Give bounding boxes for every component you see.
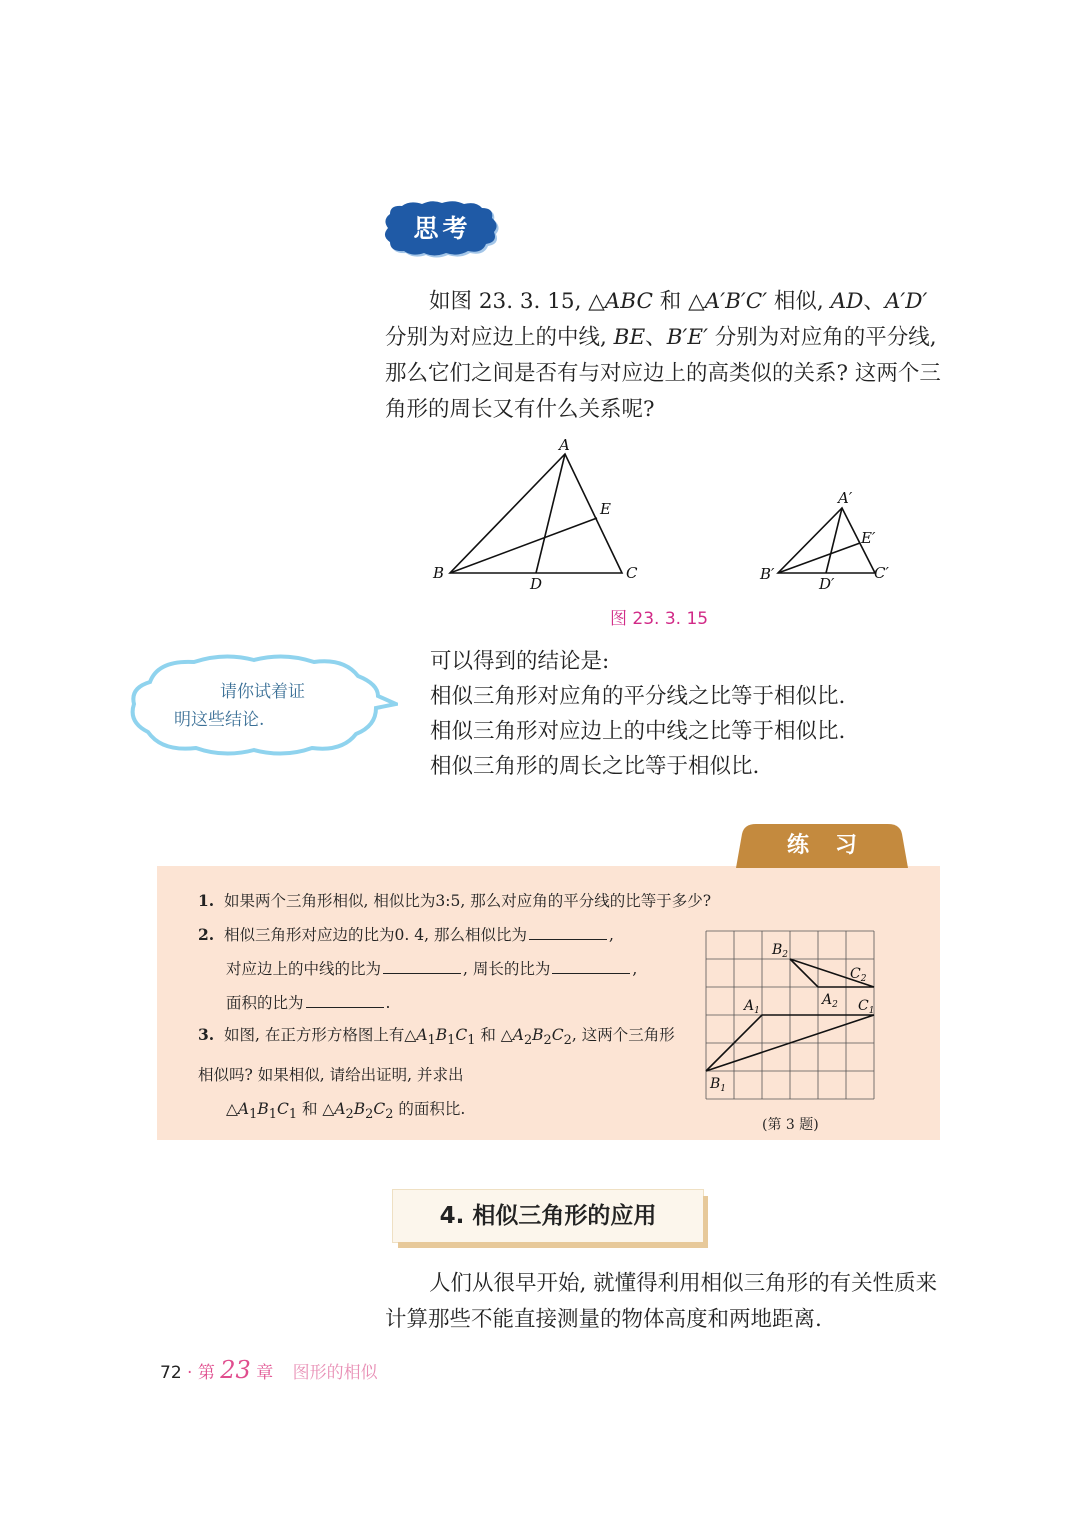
page-number: 72	[160, 1363, 182, 1383]
median-a1d1	[826, 508, 842, 573]
practice-title: 练习	[786, 833, 883, 858]
exercise-2: 2. 相似三角形对应边的比为0. 4, 那么相似比为 , 对应边上的中线的比为 , 周长的比为 , 面积的比为 .	[198, 925, 638, 1012]
triangle-abc	[450, 454, 622, 573]
svg-text:A1: $A_1$	[744, 998, 760, 1016]
bubble-line1: 请你试着证	[220, 682, 305, 702]
median-ad	[536, 454, 565, 573]
chapter-title: 图形的相似	[292, 1363, 378, 1383]
conclusion-item: 相似三角形对应角的平分线之比等于相似比.	[430, 684, 846, 709]
conclusion-intro: 可以得到的结论是:	[430, 649, 610, 674]
bubble-line2: 明这些结论.	[174, 710, 265, 730]
svg-text:A: A	[559, 436, 570, 454]
conclusion-item: 相似三角形对应边上的中线之比等于相似比.	[430, 719, 846, 744]
section-heading	[393, 1190, 703, 1242]
think-badge	[380, 200, 505, 260]
svg-text:E: E	[600, 500, 611, 518]
think-paragraph: 如图 23. 3. 15, △ABC 和 △A′B′C′ 相似, AD、A′D′ 分别为对应边上的中线, BE、B′E′ 分别为对应角的平分线, 那么它们之间是否有与对应边上的高类似的关系? 这两个三角形的周长又有什么关系呢?	[385, 289, 941, 422]
svg-text:C1: $C_1$	[858, 998, 875, 1016]
section-heading-text: 4. 相似三角形的应用	[439, 1203, 657, 1229]
grid-caption: (第 3 题)	[762, 1117, 819, 1133]
svg-text:D′: D′	[819, 575, 835, 593]
figure-caption: 图 23. 3. 15	[610, 609, 709, 629]
svg-text:C: C	[626, 564, 638, 582]
figure-triangles	[420, 436, 900, 601]
svg-text:B1: $B_1$	[710, 1076, 727, 1094]
svg-text:B′: B′	[760, 565, 775, 583]
bisector-be	[450, 518, 597, 573]
svg-text:D: D	[530, 575, 543, 593]
exercise-3: 3. 如图, 在正方形方格图上有$\triangle A_1B_1C_1$ 和 $\triangle A_2B_2C_2$, 这两个三角形相似吗? 如果相似, 请给出证明, 并求出 $\triangle A_1B_1C_1$ 和 $\triangle A_2B_2C_2$ 的面积比.	[198, 1025, 675, 1123]
grid-figure	[702, 928, 882, 1103]
svg-text:E′: E′	[861, 529, 876, 547]
conclusions-list	[430, 644, 930, 784]
chapter-number: 23	[220, 1356, 251, 1384]
svg-text:B2: $B_2$	[772, 942, 789, 960]
page-footer: 72 · 第 23 章 图形的相似	[160, 1356, 378, 1384]
section-intro: 人们从很早开始, 就懂得利用相似三角形的有关性质来计算那些不能直接测量的物体高度和两地距离.	[385, 1271, 938, 1332]
thought-bubble	[128, 654, 398, 758]
svg-text:A′: A′	[838, 489, 853, 507]
svg-text:C′: C′	[874, 564, 889, 582]
think-badge-label: 思考	[413, 214, 472, 243]
conclusion-item: 相似三角形的周长之比等于相似比.	[430, 754, 760, 779]
bisector-b1e1	[778, 543, 860, 573]
exercise-1: 1. 如果两个三角形相似, 相似比为3:5, 那么对应角的平分线的比等于多少?	[198, 891, 712, 910]
svg-text:A2: $A_2$	[822, 992, 838, 1010]
svg-text:C2: $C_2$	[850, 966, 867, 984]
svg-text:B: B	[433, 564, 445, 582]
